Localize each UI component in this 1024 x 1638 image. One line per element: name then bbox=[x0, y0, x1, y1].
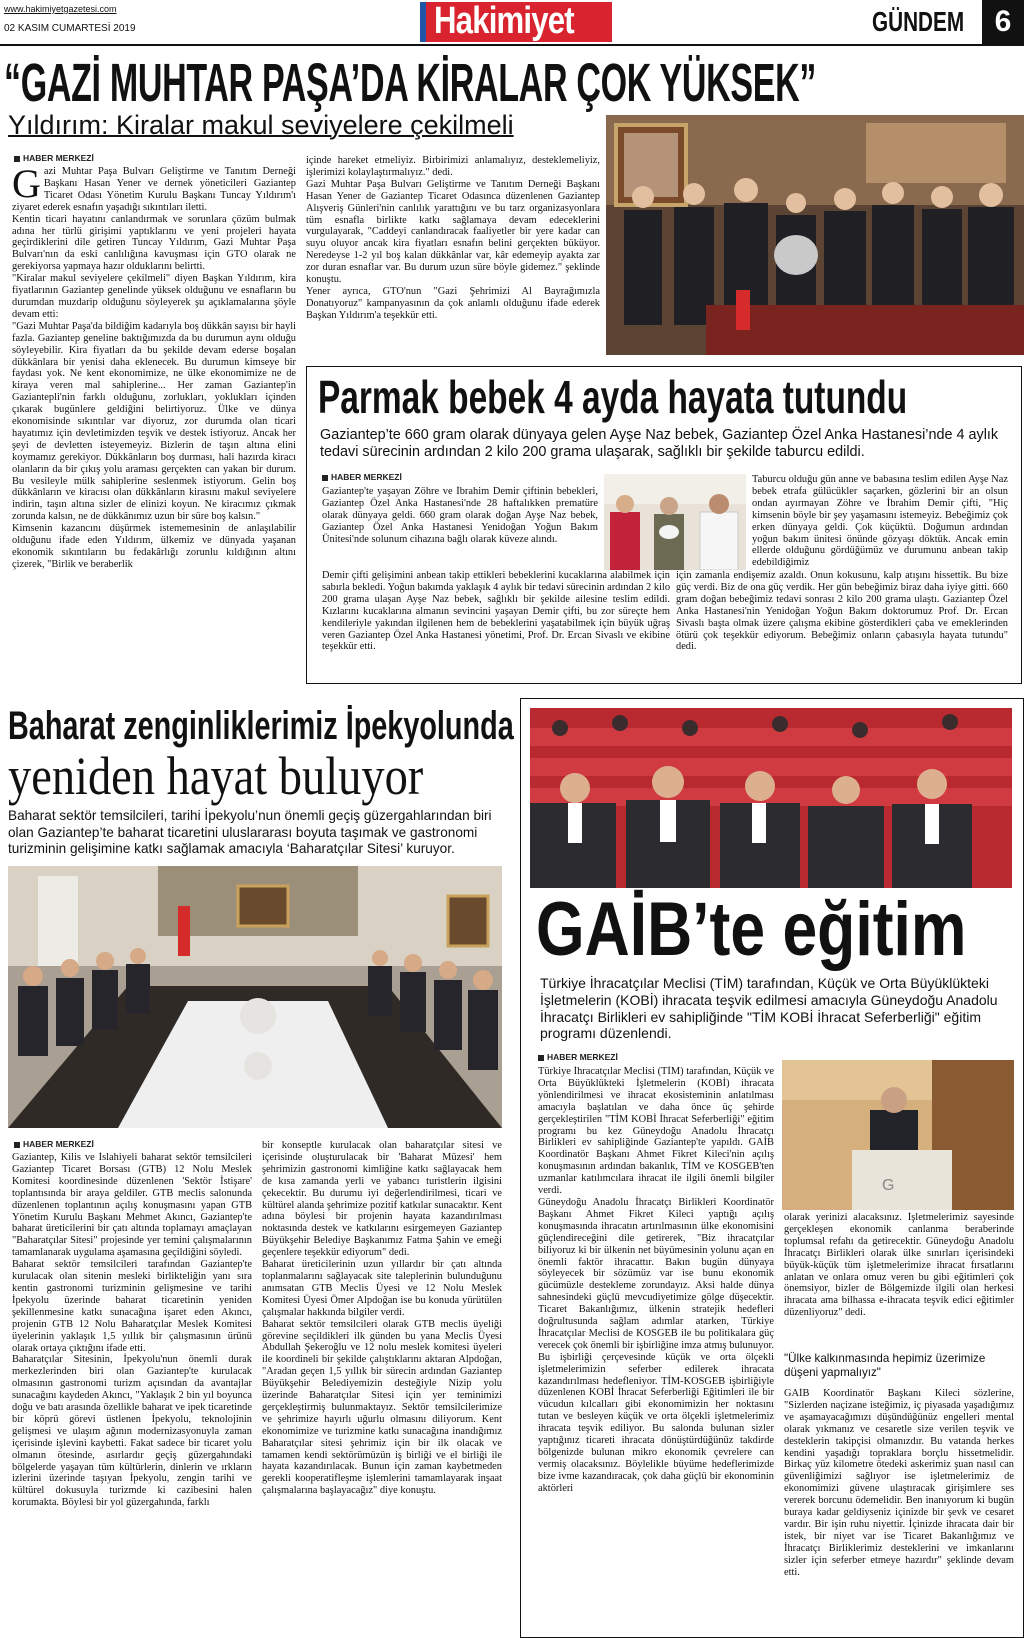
article4-photo-speaker bbox=[782, 1060, 1014, 1210]
article3-column-1: Gaziantep, Kilis ve İslahiyeli baharat sektör temsilcileri Gaziantep Ticaret Borsası (GTB) 12 Nolu Meslek Komitesi koordinesinde düzenlenen 'Sektör İstişare' toplantısında bir araya geldiler. GTB meclis salonunda düzenlenen toplantının açılış konuşmasını yapan GTB Yönetim Kurulu Başkanı Mehmet Akıncı, Gaziantep'te baharat üreticilerini bir çatı altında toplamayı amaçlayan "Baharatçılar Sitesi" projesinde yer temini çalışmalarının tamamlanarak uygulama aşamasına geçildiğini söyledi. Baharat sektör temsilcileri tarafından Gaziantep'te kurulacak olan sitenin mesleki birlikteliğin yanı sıra kentin gastronomi turizminin gelişmesine ve tarihi İpekyolu üzerinde baharat ticaretinin yeniden şekillenmesine katkı sunacağına işaret eden Akıncı, projenin GTB 12 Nolu Baharatçılar Meslek Komitesi üyelerinin yaklaşık 1,5 yıllık bir çalışmasının ürünü olarak ortaya çıktığını ifade etti. Baharatçılar Sitesinin, İpekyolu'nun önemli durak merkezlerinden biri olan Gaziantep'te kurulacak olmasının gastronomi turizm açısından da avantajlar sunacağını kaydeden Akıncı, "Yaklaşık 2 bin yıl boyunca doğu ve batı arasında özellikle baharat ve ipek ticaretinde bir köprü görevi üstlenen İpekyolu, teknolojinin gelişmesi ve ulaşım ağının modernizasyonuyla zaman içerisinde işlevini kaybetti. Fakat sadece bir ticaret yolu olmanın ötesinde, asırlardır geçiş güzergahındaki bölgelerde yaşayan tüm kültürlerin, dinlerin ve ırkların izlerini üzerinde taşıyan İpekyolu, zengin tarihi ve kültürel dokusuyla turizmde ki cazibesini halen korumakta. Böylesi bir yol güzergahında, farklı bbox=[12, 1152, 252, 1509]
article4-photo-audience bbox=[530, 708, 1012, 888]
article2-column-2-bottom: için zamanla endişemiz azaldı. Onun kokusunu, kalp atışını hissettik. Bu bize güç verdi. Biz de ona güç verdik. Her gün bebeğimiz biraz daha iyiye gitti. 660 gram doğan bebeğimiz tedavi sonrası 2 kilo 200 grama ulaştı. Gaziantep Özel Anka Hastanesi'nin Yenidoğan Yoğun Bakım doktorumuz Prof. Dr. Ercan Sivaslı başta olmak üzere çalışma ekibine gösterdikleri çaba ve emeklerinden ötürü çok teşekkür ediyorum. Bebeğimiz onların çabasıyla hayata tutundu" dedi. bbox=[676, 570, 1008, 653]
article1-paragraph: "Kiralar makul seviyelere çekilmeli" diyen Başkan Yıldırım, kira fiyatlarının Gaziantep genelinde yüksek olduğunu ve esnafların bu durumdan muzdarip olduğunu söyleyerek şu açıklamalarına şöyle devam etti: bbox=[12, 273, 296, 320]
meeting-photo-illustration bbox=[606, 115, 1024, 355]
article2-byline: HABER MERKEZİ bbox=[322, 472, 402, 482]
article1-paragraph: Yener ayrıca, GTO'nun "Gazi Şehrimizi Al Bayrağımızla Donatıyoruz" kampanyasının da çok anlamlı olduğunu ifade ederek Başkan Yıldırım'a teşekkür etti. bbox=[306, 285, 600, 321]
article3-column-2: bir konseptle kurulacak olan baharatçılar sitesi ve içerisinde oluşturulacak bir 'Baharat Müzesi' hem şehrimizin gastronomi kimliğine katkı sağlayacak hem de kısa zamanda yerli ve yabancı turistlerin ilgisini çekecektir. Bu durumu iyi değerlendirilmesi, ticari ve kültürel alanda şehrimize pozitif katkılar sunacaktır. Kent adına böylesi bir projenin hayata kazandırılması noktasında destek ve katkılarını esirgemeyen Gaziantep Büyükşehir Belediye Başkanımız Fatma Şahin ve emeği geçenlere teşekkür ediyorum" dedi. Baharat üreticilerinin uzun yıllardır bir çatı altında toplanmalarını sağlayacak site taleplerinin bulunduğunu anımsatan GTB Meclis Üyesi ve 12 Nolu Meslek Komitesi Üyesi Ömer Alpdoğan ise bu konuda yürütülen çalışmalar hakkında bilgiler verdi. Baharat sektör temsilcileri olarak GTB meclis üyeliği görevine seçildikleri ilk günden bu yana Meclis Üyesi Abdullah Şekeroğlu ve 12 nolu meslek komitesi üyeleri ile koordineli bir şekilde çalıştıklarını aktaran Alpdoğan, "Aradan geçen 1,5 yıllık bir sürecin ardından Gaziantep Büyükşehir Belediyemizin desteğiyle Nizip yolu üzerinde Baharatçılar Sitesi için yer teminimizi gerçekleştirmiş bulunmaktayız. Sektör temsilcilerimize ve şehrimize hayırlı uğurlu olmasını diliyorum. Kent ekonomimize ve turizmine katkı sunacağına inandığımız Baharatçılar sitesi şehrimiz için bir ilk olacak ve tamamen kendi sektörümüzün iş birliği ve el birliği ile hayata kazandırılacak. Bunun için zaman kaybetmeden gerekli kooperatifleşme işlemlerini tamamlayarak inşaat çalışmalarına başlayacağız" diye konuştu. bbox=[262, 1140, 502, 1497]
page-number: 6 bbox=[994, 5, 1012, 38]
audience-photo-illustration bbox=[530, 708, 1012, 888]
family-photo-illustration bbox=[604, 474, 746, 570]
article3-headline-line2: yeniden hayat buluyor bbox=[8, 746, 424, 806]
article1-byline: HABER MERKEZİ bbox=[14, 153, 94, 163]
masthead-rule bbox=[0, 44, 1024, 46]
article1-subheadline: Yıldırım: Kiralar makul seviyelere çekilmeli bbox=[8, 110, 514, 140]
article4-column-2-bottom: GAİB Koordinatör Başkanı Kileci sözlerine, "Sizlerden naçizane isteğimiz, iç piyasada yaşadığımız ve aşamayacağımızı düşündüğünüz engelleri mental olarak yıkmanız ve cesaretle size verilen teşvik ve desteklerin takipçisi olmanızdır. Bu vatanda herkes kendini yaşadığı topraklara borçlu hissetmelidir. Birkaç yüz kilometre ötedeki askerimiz şuan nasıl can güvenliğimizi sağlıyor ise işletmelerimiz de ekonomimizi güvene ulaştıracak girişimlere ses vererek borcunu ödemelidir. Ben inanıyorum ki bugün buraya kadar geldiyseniz içinizde bir şevk ve cesaret vardır. Bir işin ruhu niyettir. İçinizde ihracata dair bir istek, bir niyet var ise Ticaret Bakanlığımız ve İhracatçı Birliklerimiz desteklerini ve imkanlarını sizler için seferber etmeye hazırdır" şeklinde devam etti. bbox=[784, 1388, 1014, 1578]
newspaper-logo[interactable]: Hakimiyet bbox=[420, 2, 612, 42]
article4-byline: HABER MERKEZİ bbox=[538, 1052, 618, 1062]
article4-column-2-top: olarak yerinizi alacaksınız. İşletmelerimiz sayesinde gerçekleşen ekonomik canlanma beraberinde toplumsal refahı da getirecektir. Güneydoğu Anadolu İhracatçı Birlikleri olarak ülke sınırları içerisindeki büyük-küçük tüm işletmelerimize ihracat fırsatlarını anlatan ve onlara omuz veren bu gibi eğitimleri çok önemsiyor, bizler de Bölgemizde ilgili olan herkesi ihracata ama bilhassa e-ihracata teşvik edici eğitimler düzenliyoruz" dedi. bbox=[784, 1212, 1014, 1319]
article1-paragraph: azi Muhtar Paşa Bulvarı Geliştirme ve Tanıtım Derneği Başkanı Hasan Yener ve dernek yöneticileri Gaziantep Ticaret Odası Yönetim Kurulu Başkanı Tuncay Yıldırım'ı ziyaret ederek esnafın yaşadığı sıkıntıları iletti. bbox=[12, 166, 296, 213]
article2-column-1-bottom: Demir çifti gelişimini anbean takip ettikleri bebeklerini kucaklarına alabilmek için sabırla bekledi. Yoğun bakımda yaklaşık 4 aylık bir tedavi sürecinin ardından 2 kilo 200 grama ulaşan Ayşe Naz bebek, sağlıklı bir şekilde ailesine teslim edildi. Kızlarını kucaklarına almanın sevincini yaşayan Demir çifti, bu zor süreçte hem kendileriyle yakından ilgilenen hem de bebeklerini yaşatabilmek için büyük uğraş veren Gaziantep Özel Anka Hastanesi yönetimi, Prof. Dr. Ercan Sivaslı ve ekibine teşekkür etti. bbox=[322, 570, 670, 653]
article3-byline: HABER MERKEZİ bbox=[14, 1139, 94, 1149]
article1-paragraph: Gazi Muhtar Paşa Bulvarı Geliştirme ve Tanıtım Derneği Başkanı Hasan Yener de Gaziantep Ticaret Odasınca düzenlenen Gaziantep Alışveriş Günleri'nin canlılık yarattığını ve bu tarz organizasyonlara tüm esnafla birlikte katkı sağlamaya devam edeceklerini vurgulayarak, "Caddeyi canlandıracak faaliyetler bir yere kadar can suyu oluyor ancak kira fiyatları esnafın belini gerçekten büküyor. Neredeyse 1-2 yıl boş kalan dükkânlar var, kâr edemeyip ayakta zar zor duran esnaflar var. Bu durum uzun süre böyle gidemez." şeklinde konuştu. bbox=[306, 178, 600, 286]
article3-photo bbox=[8, 866, 502, 1128]
speaker-photo-illustration bbox=[782, 1060, 1014, 1210]
issue-date: 02 KASIM CUMARTESİ 2019 bbox=[4, 23, 136, 34]
article4-column-1: Türkiye İhracatçılar Meclisi (TİM) tarafından, Küçük ve Orta Büyüklükteki İşletmelerin (KOBİ) ihracata yönlendirilmesi ve ihracat ekosisteminin anlatılması amacıyla başlatılan ve daha önce üç şehirde gerçekleştirilen "TİM KOBİ İhracat Seferberliği" eğitim programı bu kez Güneydoğu Anadolu İhracatçı Birlikleri ev sahipliğinde Gaziantep'te yapıldı. GAİB Koordinatör Başkanı Ahmet Fikret Kileci'nin açılış konuşmasının ardından bakanlık, TİM ve KOSGEB'ten uzmanlar katılımcılara ihracat ile ilgili önemli bilgiler verdi. Güneydoğu Anadolu İhracatçı Birlikleri Koordinatör Başkanı Ahmet Fikret Kileci yaptığı açılış konuşmasında ihracatın artırılmasının ülke ekonomisini güçlendireceğini dile getirerek, "Biz ihracatçılar biliyoruz ki bir ülkenin net büyümesinin yolunu açan en önemli faktör ihracattır. Bakın bugün dünyaya söyleyecek bir sözümüz var ise bunu ekonomik gücümüzle destekleme zorundayız. Aksi halde dünya sahnesindeki güçlü mevcudiyetimize gölge düşecektir. Ticaret Bakanlığımız, ülkenin stratejik hedefleri doğrultusunda sağlam adımlar atarken, Türkiye İhracatçılar Meclisi de KOSGEB ile bu politikalara güç verecek çok önemli bir işbirliğine imza atmış bulunuyor. Bu işbirliği çerçevesinde küçük ve orta ölçekli işletmelerimizin seferber edilerek ihracata kazandırılması hedefleniyor. TİM-KOSGEB işbirliğiyle düzenlenen KOBİ İhracat Seferberliği Eğitimleri ile bir vücudun kılcalları gibi ekonomimizin her noktasını tutan ve besleyen küçük ve orta ölçekli işletmelerimiz ihracata teşvik ediliyor. Bu salonda bulunan sizler yaptığınız ticareti ihracata dönüştürdüğünüz takdirde bölgenizde bulunan mikro ekonomik çevrelere can vermiş olacaksınız. Böylelikle büyüme hedeflerimizde bize ivme kazandıracak, çok daha güçlü bir ekonominin aktörleri bbox=[538, 1066, 774, 1494]
article1-paragraph: Kentin ticari hayatını canlandırmak ve sorunlara çözüm bulmak adına her türlü girişimi yaptıklarını ve yeni projeleri hayata geçirdiklerini dile getiren Tuncay Yıldırım, Gazi Muhtar Paşa Bulvarı'nın da eski canlılığına kavuşması için GTO olarak ne gerekiyorsa yapmaya hazır olduklarını belirtti. bbox=[12, 213, 296, 273]
article1-paragraph: "Gazi Muhtar Paşa'da bildiğim kadarıyla boş dükkân sayısı bir hayli fazla. Gaziantep geneline baktığımızda da bu durumun aynı olduğu söyleyebilir. Kira fiyatları da bu şekilde devam ederse boşalan dükkânlara bir yenisi daha eklenecek. Bu durumun kimseye bir faydası yok. Ne kent ekonomimize, ne ülke ekonomimize ne de kiraya veren mal sahiplerine... Her zaman Gaziantep'in Gaziantepli'nin farklı olduğunu, zorlukları, yoklukları içinden çıkarak bugünlere geldiğini belirtiyoruz. Ülke ve dünya ekonomisinde sıkıntılar var diyoruz, zor durumda olan ticari hayatımız için devletimizden teşvik ve destek istiyoruz. Ancak her şeyi de devletten isteyemeyiz. Bizlerin de taşın altına elini koymamız gerekiyor. Dükkânların boş durması, hali hazırda kiracı olanların da bir çıkış yolu araması gerçekten can yakan bir durum. Bu vesileyle mülk sahiplerine seslenmek istiyorum. Gelin boş dükkânların ve kiracısı olan dükkânların kirasını makul seviyelere indirin, taşın altına sizler de elinizi koyun. Ne kiracımız çıkmak zorunda kalsın, ne de dükkânımız uzun bir süre boş kalsın." bbox=[12, 320, 296, 523]
page-number-box bbox=[982, 0, 1024, 44]
article3-headline-line1: Baharat zenginliklerimiz İpekyolunda bbox=[8, 704, 514, 748]
article2-photo bbox=[604, 474, 746, 570]
article1-photo bbox=[606, 115, 1024, 355]
svg-text:G: G bbox=[882, 1177, 895, 1194]
article4-headline: GAİB’te eğitim bbox=[536, 887, 967, 972]
article4-deck: Türkiye İhracatçılar Meclisi (TİM) tarafından, Küçük ve Orta Büyüklükteki İşletmelerin (KOBİ) ihracata teşvik edilmesi amacıyla Güneydoğu Anadolu İhracatçı Birlikleri ev sahipliğinde "TİM KOBİ İhracat Seferberliği" eğitim programı düzenlendi. bbox=[540, 975, 998, 1042]
article1-column-2 bbox=[306, 155, 600, 355]
article4-subhead: "Ülke kalkınmasında hepimiz üzerimize düşeni yapmalıyız" bbox=[784, 1352, 986, 1379]
article3-deck: Baharat sektör temsilcileri, tarihi İpekyolu’nun önemli geçiş güzergahlarından biri olan Gaziantep’te baharat ticaretini uluslararası boyuta taşımak ve gastronomi turizminin gelişimine katkı sağlamak amacıyla ‘Baharatçılar Sitesi’ kuruyor. bbox=[8, 808, 492, 856]
article2-deck: Gaziantep’te 660 gram olarak dünyaya gelen Ayşe Naz bebek, Gaziantep Özel Anka Hastanesi’nde 4 aylık tedavi sürecinin ardından 2 kilo 200 grama ulaşarak, sağlıklı bir şekilde taburcu edildi. bbox=[320, 427, 999, 460]
website-url[interactable]: www.hakimiyetgazetesi.com bbox=[4, 4, 117, 14]
article1-headline: “GAZİ MUHTAR PAŞA’DA KİRALAR ÇOK YÜKSEK” bbox=[4, 53, 817, 113]
section-name: GÜNDEM bbox=[872, 6, 965, 37]
article1-paragraph: içinde hareket etmeliyiz. Birbirimizi anlamalıyız, desteklemeliyiz, işlerimizi kolaylaştırmalıyız." dedi. bbox=[306, 155, 600, 178]
article1-paragraph: Kimsenin kazancını düşürmek istememesinin de anlaşılabilir olduğunu ifade eden Yıldırım, ülkemiz ve dünyada yaşanan ekonomik sıkıntıların bu fedakârlığı zorunlu kıldığının altını çizerek, "Birlik ve beraberlik bbox=[12, 523, 296, 570]
article2-column-2-top: Taburcu olduğu gün anne ve babasına teslim edilen Ayşe Naz bebek etrafa gülücükler saçarken, gözlerini bir an olsun ondan ayırmayan Zöhre ve İbrahim Demir çifti, "Hiç kimsenin böyle bir şey yaşamasını istemeyiz. Bebeğimiz çok erken dünyaya geldi. Çok küçüktü. Doğumun ardından yoğun bakım ünitesi önünde gözyaşı döktük. Ancak emin ellerde olduğunu gördüğümüz ve durumunu anbean takip edebildiğimiz bbox=[752, 474, 1008, 569]
article1-column-1 bbox=[12, 166, 296, 678]
article1-dropcap: G bbox=[12, 166, 41, 206]
article2-headline: Parmak bebek 4 ayda hayata tutundu bbox=[318, 371, 908, 423]
article2-column-1-top: Gaziantep'te yaşayan Zöhre ve İbrahim Demir çiftinin bebekleri, Gaziantep Özel Anka Hastanesi'nde 28 haftalıkken prematüre olarak dünyaya geldi. 660 gram olarak doğan Ayşe Naz bebek, Gaziantep Özel Anka Hastanesi Yenidoğan Yoğun Bakım Ünitesi'nde solunum cihazına bağlı olarak küveze alındı. bbox=[322, 486, 598, 545]
conference-table-photo-illustration bbox=[8, 866, 502, 1128]
